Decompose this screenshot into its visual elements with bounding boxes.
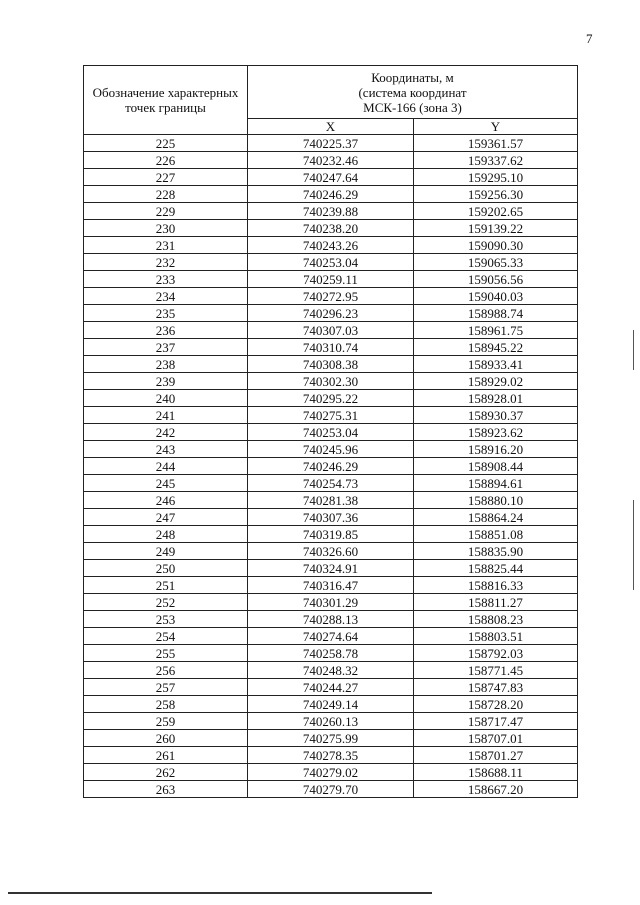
header-coordinates-group [248,66,578,119]
x-coordinate-cell: 740295.22 [248,390,414,407]
table-row [84,526,578,543]
header-y: Y [414,119,578,135]
table-row [84,135,578,152]
table-row [84,441,578,458]
point-cell: 229 [84,203,248,220]
y-coordinate-cell: 158929.02 [414,373,578,390]
point-cell: 248 [84,526,248,543]
edge-mark [633,500,634,590]
table-row [84,424,578,441]
table-row [84,203,578,220]
point-cell: 234 [84,288,248,305]
x-coordinate-cell: 740275.99 [248,730,414,747]
x-coordinate-cell: 740316.47 [248,577,414,594]
x-coordinate-cell: 740275.31 [248,407,414,424]
point-cell: 258 [84,696,248,713]
x-coordinate-cell: 740302.30 [248,373,414,390]
header-row-top [84,66,578,119]
point-cell: 247 [84,509,248,526]
x-coordinate-cell: 740301.29 [248,594,414,611]
header-coordinates-title: Координаты, м [371,69,454,85]
table-row [84,152,578,169]
table-body [84,135,578,798]
point-cell: 231 [84,237,248,254]
x-coordinate-cell: 740248.32 [248,662,414,679]
table-row [84,662,578,679]
point-cell: 262 [84,764,248,781]
point-cell: 253 [84,611,248,628]
table-row [84,237,578,254]
point-cell: 243 [84,441,248,458]
table-row [84,764,578,781]
x-coordinate-cell: 740326.60 [248,543,414,560]
y-coordinate-cell: 158908.44 [414,458,578,475]
point-cell: 259 [84,713,248,730]
point-cell: 255 [84,645,248,662]
table-row [84,288,578,305]
point-cell: 237 [84,339,248,356]
y-coordinate-cell: 158988.74 [414,305,578,322]
y-coordinate-cell: 159361.57 [414,135,578,152]
y-coordinate-cell: 158961.75 [414,322,578,339]
y-coordinate-cell: 158701.27 [414,747,578,764]
table-row [84,509,578,526]
y-coordinate-cell: 158707.01 [414,730,578,747]
x-coordinate-cell: 740308.38 [248,356,414,373]
y-coordinate-cell: 159065.33 [414,254,578,271]
x-coordinate-cell: 740247.64 [248,169,414,186]
point-cell: 239 [84,373,248,390]
x-coordinate-cell: 740254.73 [248,475,414,492]
point-cell: 236 [84,322,248,339]
point-cell: 228 [84,186,248,203]
x-coordinate-cell: 740288.13 [248,611,414,628]
y-coordinate-cell: 158688.11 [414,764,578,781]
point-cell: 242 [84,424,248,441]
header-coordinate-zone: МСК-166 (зона 3) [363,99,462,115]
point-cell: 240 [84,390,248,407]
header-coordinate-system: (система координат [358,84,467,100]
header-point-designation: Обозначение характерных точек границы [84,66,248,135]
table-header [84,66,578,135]
x-coordinate-cell: 740246.29 [248,186,414,203]
point-cell: 250 [84,560,248,577]
x-coordinate-cell: 740307.03 [248,322,414,339]
table-row [84,356,578,373]
table-row [84,628,578,645]
x-coordinate-cell: 740274.64 [248,628,414,645]
y-coordinate-cell: 158930.37 [414,407,578,424]
point-cell: 245 [84,475,248,492]
y-coordinate-cell: 158816.33 [414,577,578,594]
x-coordinate-cell: 740225.37 [248,135,414,152]
point-cell: 235 [84,305,248,322]
point-cell: 252 [84,594,248,611]
table-row [84,492,578,509]
y-coordinate-cell: 158923.62 [414,424,578,441]
point-cell: 246 [84,492,248,509]
table-row [84,390,578,407]
y-coordinate-cell: 158894.61 [414,475,578,492]
x-coordinate-cell: 740279.02 [248,764,414,781]
table-row [84,322,578,339]
x-coordinate-cell: 740245.96 [248,441,414,458]
x-coordinate-cell: 740307.36 [248,509,414,526]
table-row [84,611,578,628]
y-coordinate-cell: 159337.62 [414,152,578,169]
x-coordinate-cell: 740259.11 [248,271,414,288]
table-row [84,458,578,475]
y-coordinate-cell: 158825.44 [414,560,578,577]
x-coordinate-cell: 740310.74 [248,339,414,356]
table-row [84,220,578,237]
x-coordinate-cell: 740258.78 [248,645,414,662]
point-cell: 241 [84,407,248,424]
coordinates-table [83,65,578,798]
table-row [84,475,578,492]
y-coordinate-cell: 159202.65 [414,203,578,220]
table-row [84,271,578,288]
y-coordinate-cell: 158792.03 [414,645,578,662]
table-row [84,543,578,560]
header-x: X [248,119,414,135]
y-coordinate-cell: 158808.23 [414,611,578,628]
edge-mark [633,330,634,370]
y-coordinate-cell: 158803.51 [414,628,578,645]
x-coordinate-cell: 740279.70 [248,781,414,798]
y-coordinate-cell: 159295.10 [414,169,578,186]
x-coordinate-cell: 740319.85 [248,526,414,543]
page-number: 7 [586,31,593,46]
table-row [84,696,578,713]
x-coordinate-cell: 740246.29 [248,458,414,475]
y-coordinate-cell: 158851.08 [414,526,578,543]
point-cell: 238 [84,356,248,373]
table-row [84,254,578,271]
point-cell: 226 [84,152,248,169]
table-row [84,407,578,424]
x-coordinate-cell: 740243.26 [248,237,414,254]
y-coordinate-cell: 158933.41 [414,356,578,373]
x-coordinate-cell: 740296.23 [248,305,414,322]
x-coordinate-cell: 740238.20 [248,220,414,237]
x-coordinate-cell: 740260.13 [248,713,414,730]
y-coordinate-cell: 159040.03 [414,288,578,305]
x-coordinate-cell: 740239.88 [248,203,414,220]
point-cell: 225 [84,135,248,152]
y-coordinate-cell: 158835.90 [414,543,578,560]
table-row [84,730,578,747]
point-cell: 230 [84,220,248,237]
point-cell: 227 [84,169,248,186]
point-cell: 256 [84,662,248,679]
footer-rule [8,892,432,894]
y-coordinate-cell: 158864.24 [414,509,578,526]
y-coordinate-cell: 158811.27 [414,594,578,611]
point-cell: 254 [84,628,248,645]
x-coordinate-cell: 740253.04 [248,254,414,271]
x-coordinate-cell: 740253.04 [248,424,414,441]
y-coordinate-cell: 159090.30 [414,237,578,254]
table-row [84,781,578,798]
point-cell: 257 [84,679,248,696]
y-coordinate-cell: 158771.45 [414,662,578,679]
x-coordinate-cell: 740278.35 [248,747,414,764]
y-coordinate-cell: 158916.20 [414,441,578,458]
point-cell: 251 [84,577,248,594]
x-coordinate-cell: 740232.46 [248,152,414,169]
y-coordinate-cell: 159056.56 [414,271,578,288]
y-coordinate-cell: 158717.47 [414,713,578,730]
table-row [84,713,578,730]
table-row [84,594,578,611]
x-coordinate-cell: 740272.95 [248,288,414,305]
y-coordinate-cell: 158880.10 [414,492,578,509]
table-row [84,339,578,356]
y-coordinate-cell: 159139.22 [414,220,578,237]
table-row [84,577,578,594]
x-coordinate-cell: 740324.91 [248,560,414,577]
x-coordinate-cell: 740249.14 [248,696,414,713]
y-coordinate-cell: 158747.83 [414,679,578,696]
y-coordinate-cell: 158945.22 [414,339,578,356]
table-row [84,747,578,764]
table-row [84,679,578,696]
table-row [84,645,578,662]
x-coordinate-cell: 740244.27 [248,679,414,696]
table-row [84,186,578,203]
table-row [84,560,578,577]
y-coordinate-cell: 158667.20 [414,781,578,798]
point-cell: 232 [84,254,248,271]
point-cell: 233 [84,271,248,288]
table-row [84,373,578,390]
point-cell: 263 [84,781,248,798]
point-cell: 249 [84,543,248,560]
y-coordinate-cell: 158928.01 [414,390,578,407]
y-coordinate-cell: 158728.20 [414,696,578,713]
y-coordinate-cell: 159256.30 [414,186,578,203]
point-cell: 260 [84,730,248,747]
point-cell: 261 [84,747,248,764]
table-row [84,169,578,186]
x-coordinate-cell: 740281.38 [248,492,414,509]
table-row [84,305,578,322]
point-cell: 244 [84,458,248,475]
